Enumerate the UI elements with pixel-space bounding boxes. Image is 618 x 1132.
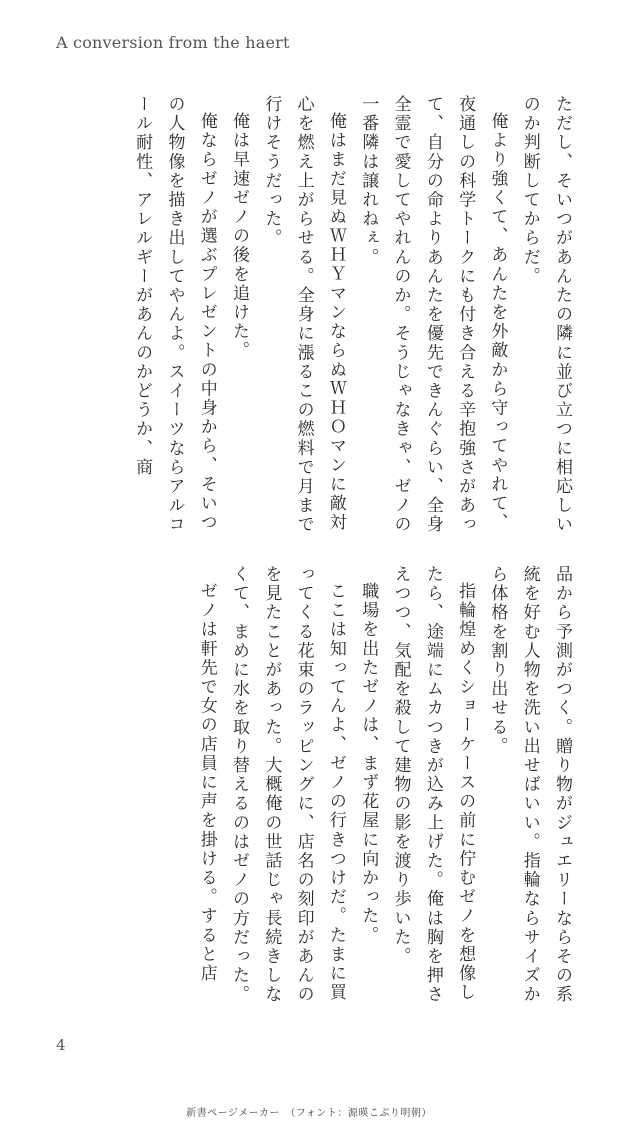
paragraph: 俺はまだ見ぬＷＨＹマンならぬＷＨＯマンに敵対心を燃え上がらせる。全身に漲るこの燃料で月まで行けそうだった。 <box>261 95 346 535</box>
text-tier-lower <box>48 565 578 1005</box>
paragraph: ここは知ってんよ、ゼノの行きつけだ。たまに買ってくる花束のラッピングに、店名の刻印があんのを見たことがあった。大概俺の世話じゃ長続きしなくて、まめに水を取り替えるのはゼノの方だった。 <box>229 565 346 1005</box>
paragraph: 俺より強くて、あんたを外敵から守ってやれて、夜通しの科学トークにも付き合える辛抱強さがあって、自分の命よりあんたを優先できんぐらい、全身全霊で愛してやれんのか。そうじゃなきゃ、ゼノの一番隣は譲れねぇ。 <box>358 95 508 535</box>
text-tier-upper <box>48 95 578 535</box>
paragraph: 俺は早速ゼノの後を追けた。 <box>229 112 250 361</box>
generator-credit-footer: 新書ページメーカー （フォント：源暎こぶり明朝） <box>186 1108 432 1119</box>
paragraph: 職場を出たゼノは、まず花屋に向かった。 <box>358 582 379 945</box>
paragraph: 俺ならゼノが選ぶプレゼントの中身から、そいつの人物像を描き出してやんよ。スイーツならアルコール耐性、アレルギーがあんのかどうか、商 <box>132 95 217 535</box>
book-title-header: A conversion from the haert <box>56 33 290 52</box>
paragraph: 指輪煌めくショーケースの前に佇むゼノを想像したら、途端にムカつきが込み上げた。俺は胸を押さえつつ、気配を殺して建物の影を渡り歩いた。 <box>390 565 476 1005</box>
paragraph: ゼノは軒先で女の店員に声を掛ける。すると店 <box>196 582 217 984</box>
paragraph: 品から予測がつく。贈り物がジュエリーならその系統を好む人物を洗い出せばいい。指輪ならサイズから体格を割り出せる。 <box>487 565 572 1005</box>
page-number: 4 <box>56 1036 66 1054</box>
paragraph: ただし、そいつがあんたの隣に並び立つに相応しいのか判断してからだ。 <box>519 95 572 535</box>
